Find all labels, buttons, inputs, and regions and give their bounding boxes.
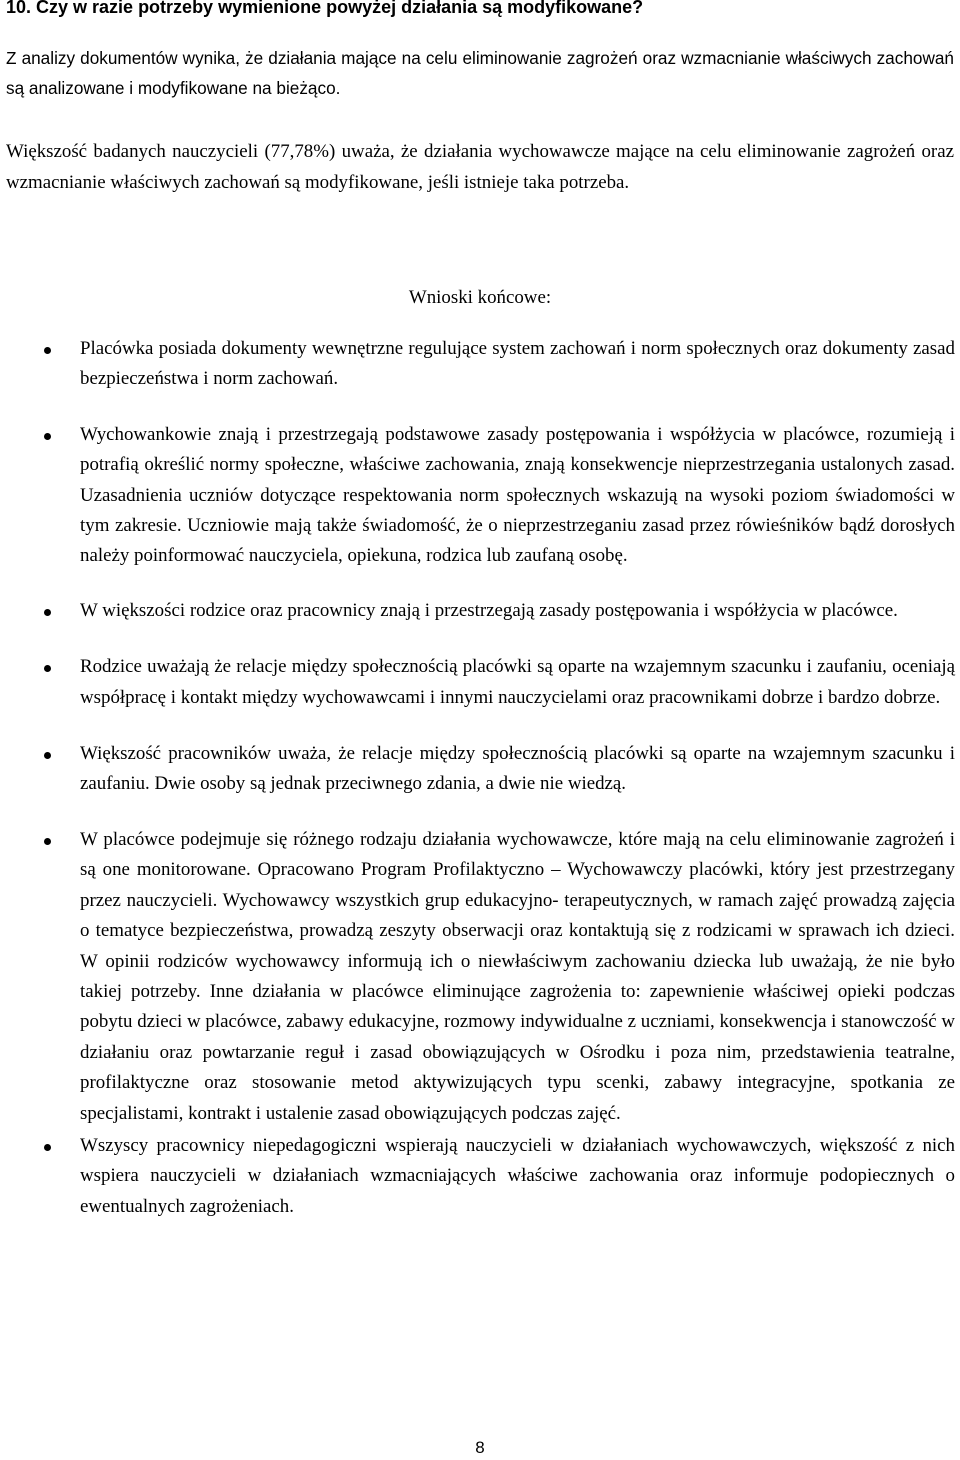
bullet-icon <box>44 433 51 440</box>
bullet-icon <box>44 347 51 354</box>
list-item-text: Wychowankowie znają i przestrzegają podstawowe zasady postępowania i współżycia w placówce, rozumieją i potrafią określić normy społeczne, właściwe zachowania, znają konsekwencje nieprzestrzegania ustalonych zasad. Uzasadnienia uczniów dotyczące respektowania norm społecznych wskazują na wysoki poziom świadomości w tym zakresie. Uczniowie mają także świadomość, że o nieprzestrzeganiu zasad przez rówieśników bądź dorosłych należy poinformować nauczyciela, opiekuna, rodzica lub zaufaną osobę. <box>80 423 955 567</box>
page-number: 8 <box>475 1438 485 1457</box>
list-item-text: Większość pracowników uważa, że relacje między społecznością placówki są oparte na wzajemnym szacunku i zaufaniu. Dwie osoby są jednak przeciwnego zdania, a dwie nie wiedzą. <box>80 743 955 795</box>
bullet-icon <box>44 838 51 845</box>
bullet-icon <box>44 752 51 759</box>
question-heading: 10. Czy w razie potrzeby wymienione powyżej działania są modyfikowane? <box>6 0 644 17</box>
intro-paragraph: Z analizy dokumentów wynika, że działania mające na celu eliminowanie zagrożeń oraz wzmacnianie właściwych zachowań są analizowane i modyfikowane na bieżąco. <box>6 48 954 98</box>
list-item-text: W placówce podejmuje się różnego rodzaju działania wychowawcze, które mają na celu eliminowanie zagrożeń i są one monitorowane. Opracowano Program Profilaktyczno – Wychowawczy placówki, który jest przestrzegany przez nauczycieli. Wychowawcy wszystkich grup edukacyjno- terapeutycznych, w ramach zajęć prowadzą zajęcia o tematyce bezpieczeństwa, prowadzą zeszyty obserwacji oraz kontaktują się z rodzicami w sprawach ich dzieci. W opinii rodziców wychowawcy informują ich o niewłaściwym zachowaniu dziecka lub uważają, że nie było takiej potrzeby. Inne działania w placówce eliminujące zagrożenia to: zapewnienie właściwej opieki podczas pobytu dzieci w placówce, zabawy edukacyjne, rozmowy indywidualne z uczniami, konsekwencja i stanowczość w działaniu oraz powtarzanie reguł i zasad obowiązujących w Ośrodku i poza nim, przedstawienia teatralne, profilaktyczne oraz stosowanie metod aktywizujących typu scenki, zabawy integracyjne, spotkania ze specjalistami, kontrakt i ustalenie zasad obowiązujących podczas zajęć. <box>80 828 955 1124</box>
conclusions-list <box>0 334 960 1222</box>
bullet-icon <box>44 665 51 672</box>
conclusions-title: Wnioski końcowe: <box>408 287 552 308</box>
list-item <box>0 334 955 395</box>
bullet-icon <box>44 609 51 616</box>
list-item <box>0 652 955 713</box>
list-item-text: Rodzice uważają że relacje między społecznością placówki są oparte na wzajemnym szacunku i zaufaniu, oceniają współpracę i kontakt między wychowawcami i innymi nauczycielami oraz pracownikami dobrze i bardzo dobrze. <box>80 656 955 708</box>
list-item <box>0 420 955 572</box>
list-item <box>0 739 955 800</box>
list-item <box>0 825 955 1129</box>
list-item-text: W większości rodzice oraz pracownicy znają i przestrzegają zasady postępowania i współżycia w placówce. <box>80 599 898 621</box>
list-item-text: Wszyscy pracownicy niepedagogiczni wspierają nauczycieli w działaniach wychowawczych, większość z nich wspiera nauczycieli w działaniach wzmacniających właściwe zachowania oraz informuje podopiecznych o ewentualnych zagrożeniach. <box>80 1134 955 1217</box>
list-item-text: Placówka posiada dokumenty wewnętrzne regulujące system zachowań i norm społecznych oraz dokumenty zasad bezpieczeństwa i norm zachowań. <box>80 338 955 390</box>
survey-paragraph: Większość badanych nauczycieli (77,78%) uważa, że działania wychowawcze mające na celu eliminowanie zagrożeń oraz wzmacnianie właściwych zachowań są modyfikowane, jeśli istnieje taka potrzeba. <box>6 141 954 193</box>
bullet-icon <box>44 1144 51 1151</box>
list-item <box>0 596 955 626</box>
list-item <box>0 1131 955 1222</box>
